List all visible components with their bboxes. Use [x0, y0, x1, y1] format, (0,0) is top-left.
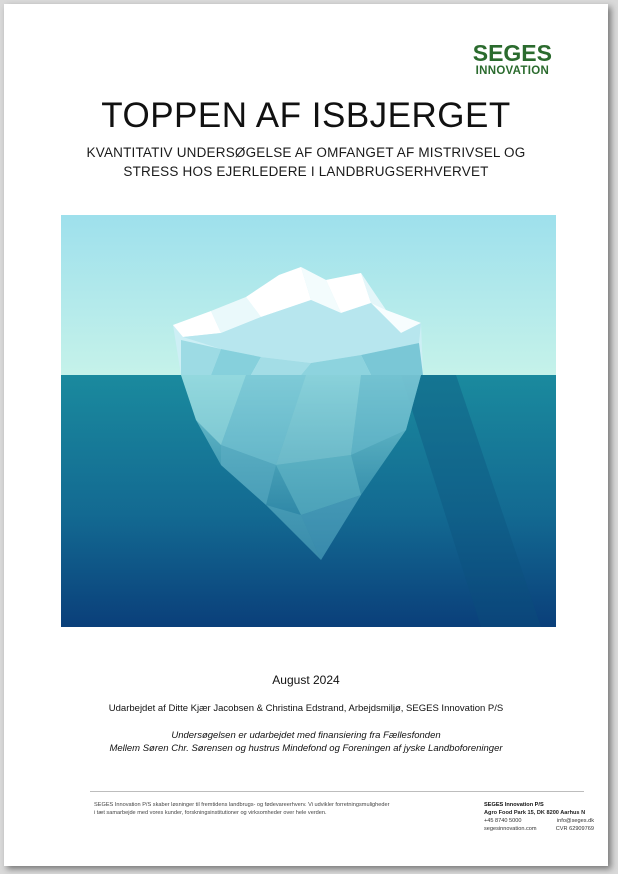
footer-cvr: CVR 62909769	[555, 826, 594, 832]
footer-web[interactable]: segesinnovation.com	[484, 826, 537, 832]
report-date: August 2024	[272, 673, 340, 687]
footer-address: Agro Food Park 15, DK 8200 Aarhus N	[484, 810, 586, 816]
subtitle-line-2: STRESS HOS EJERLEDERE I LANDBRUGSERHVERVET	[123, 164, 489, 179]
footer-desc-line-1: SEGES Innovation P/S skaber løsninger til fremtidens landbrugs- og fødevareerhverv. Vi udvikler forretningsmuligheder	[94, 802, 390, 808]
document-title: TOPPEN AF ISBJERGET	[101, 96, 511, 135]
funding-line-1: Undersøgelsen er udarbejdet med finansiering fra Fællesfonden	[171, 730, 441, 741]
document-page	[4, 4, 608, 866]
footer-divider	[90, 791, 584, 792]
seges-innovation-logo	[473, 42, 552, 78]
subtitle-line-1: KVANTITATIV UNDERSØGELSE AF OMFANGET AF MISTRIVSEL OG	[86, 145, 526, 160]
iceberg-illustration	[61, 215, 556, 627]
document-subtitle	[44, 143, 568, 181]
footer-contact	[484, 801, 594, 833]
footer-description	[94, 801, 414, 817]
funding-line-2: Mellem Søren Chr. Sørensen og hustrus Mindefond og Foreningen af jyske Landboforeninger	[109, 743, 503, 754]
logo-seges: SEGES	[472, 40, 552, 66]
footer-desc-line-2: i tæt samarbejde med vores kunder, forskningsinstitutioner og virksomheder over hele verden.	[94, 810, 327, 816]
footer-company: SEGES Innovation P/S	[484, 802, 544, 808]
logo-innovation: INNOVATION	[475, 65, 550, 77]
authors-line: Udarbejdet af Ditte Kjær Jacobsen & Christina Edstrand, Arbejdsmiljø, SEGES Innovation P/S	[108, 703, 504, 714]
footer-phone: +45 8740 5000	[484, 818, 522, 824]
footer-email[interactable]: info@seges.dk	[556, 818, 594, 824]
funding-note	[4, 729, 608, 755]
